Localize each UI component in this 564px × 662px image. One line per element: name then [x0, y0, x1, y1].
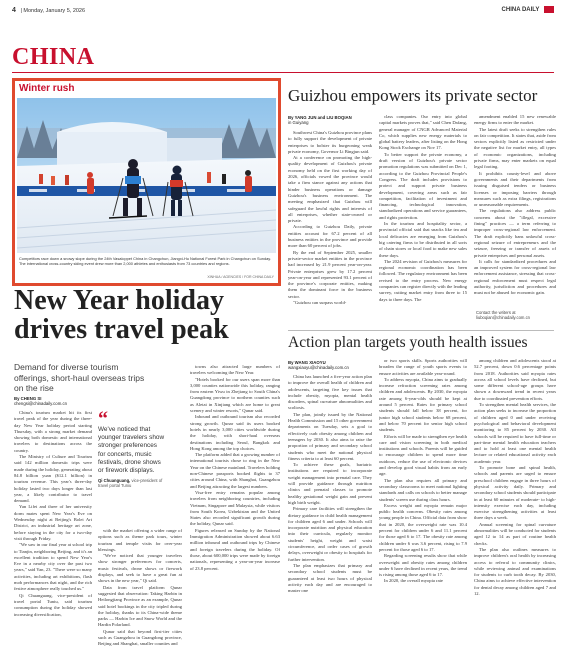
- pull-quote-attribution: [98, 478, 166, 488]
- section-rule: [12, 72, 554, 73]
- paragraph: Inbound and outbound tourism also recorded strong growth. Qunar said its users booked hotels in nearly 3,000 cities worldwide during the holiday, with short-haul overseas destinations including Seoul, Bangkok and Hong Kong among the top choices.: [190, 414, 280, 451]
- pull-quote-name: Qi Chuanguang,: [98, 478, 131, 484]
- paragraph: Primary care facilities will strengthen the dietary guidance in child health management for children aged 6 and under. Schools will incorporate nutrition and physical education into their curricula, regularly monitor students' height, weight and waist circumference, and order cases of growth delays, overweight or obesity to hospitals for further intervention.: [288, 506, 372, 562]
- pull-quote: [98, 408, 166, 489]
- paragraph: "Guizhou can surpass world-: [293, 300, 347, 306]
- brand-name: CHINA DAILY: [501, 7, 540, 14]
- guizhou-column-3: [474, 114, 556, 308]
- paragraph: Southwest China's Guizhou province plans to fully support the development of private enterprises to bolster its burgeoning weak private economy, Governor Li Bingjun said.: [288, 130, 372, 154]
- paragraph: To strengthen mental health services, the action plan seeks to increase the proportion of children aged 0 and under receiving psychological and behavioral development monitoring to 85 percent by 2030. All schools will be required to have full-time or part-time mental health education teachers and to hold at least one mental health lecture or related educational activity each academic year.: [474, 402, 556, 464]
- guizhou-dateline: in Guiyang: [288, 120, 309, 125]
- health-column-3: [474, 358, 556, 658]
- paragraph: It prohibits county-level and above governments and their departments from issuing disguised tenders or business licenses or imposing barriers through measures such as extra filings, registrations or unreasonable requirements.: [474, 170, 556, 208]
- paragraph: or two sports skills. Sports authorities will broaden the range of youth sports events to ensure activities are available year-round.: [379, 358, 467, 376]
- paragraph: At a conference on promoting the high-quality development of Guizhou's private economy held on the first working day of 2026, officials vowed the province would take a firm stance against any actions that hinder business operations or damage Guizhou's business environment. The meeting emphasized that Guizhou will safeguard the lawful rights and interests of all enterprises, whether state-owned or private.: [288, 155, 372, 224]
- paragraph: The regulations also address public concerns about the "illegal, excessive fining" practices — a term referring to improper cross-regional law enforcement. The draft explicitly bans unlawful cross-regional seizure of entrepreneurs and the seizure, freezing or transfer of assets of private enterprises and personal assets.: [474, 208, 556, 258]
- paragraph: amendment enabled 15 new renewable energy firms to enter the market.: [474, 114, 556, 126]
- paragraph: China has launched a five-year action plan to improve the overall health of children and adolescents, targeting five key issues that include obesity, myopia, mental health disorders, spinal curvature abnormalities and scoliosis.: [288, 374, 372, 411]
- guizhou-byline-names: By YANG JUN and LIU BOQIAN: [288, 115, 352, 120]
- travel-column-2: [98, 528, 182, 658]
- masthead: [12, 4, 554, 18]
- photo-credit: XINHUA / AGENCIES / FOR CHINA DAILY: [207, 275, 274, 279]
- guizhou-column-1: [288, 130, 372, 328]
- paragraph: It calls for standardized procedures and an improved system for cross-regional law enforcement assistance, stressing that cross-regional enforcement must respect legal authority, jurisdiction and procedures and must not be abused for economic gain.: [474, 258, 556, 296]
- paragraph: "We saw in our final year at school trip to Tianjin, neighboring Beijing, and it's an excellent tradition to spend New Year's Eve in a nearby city over the past two years," said Yan, 23. "There were so many activities, including art exhibitions, flash mob performances that night, and the rich festive atmosphere really touched us.": [14, 542, 92, 592]
- paragraph: "We've noticed that younger travelers show stronger preferences for concerts, music festivals, drone shows or firework displays, and seek to have a great fun at shows in the new year," Qi said.: [98, 553, 182, 584]
- paragraph: Regarding screening results show that while overweight and obesity rates among children under 6 have declined in recent years, the trend is rising among those aged 6 to 17.: [379, 553, 467, 578]
- photo-label: Winter rush: [19, 83, 75, 94]
- paragraph: Figures released on Sunday by the National Immigration Administration showed about 6.63 million inbound and outbound trips by Chinese and foreign travelers during the holiday. Of those, about 600,000 trips were made by foreign nationals, representing a year-on-year increase of 23.8 percent.: [190, 527, 280, 571]
- paragraph: Qi Chuanguang, vice-president of travel portal Tuniu, said tourism consumption during the holiday showed increasing diversification,: [14, 592, 92, 617]
- pull-quote-text: We've noticed that younger travelers show stronger preferences for concerts, music festivals, drone shows or firework displays.: [98, 426, 165, 475]
- travel-headline: New Year holiday drives travel peak: [14, 285, 229, 345]
- paragraph: The plan also outlines measures to improve children's oral health by increasing access to referral to community clinics, while reviewing animal and examinations for students to curb tooth decay. By 2030, China aims to achieve effective intervention for dental decay among children aged 7 and 12.: [474, 546, 556, 596]
- paragraph: with the market offering a wider range of options such as theme park tours, winter tourism and temple visits for over-year blessings.: [98, 528, 182, 552]
- skiing-photo: [17, 98, 276, 253]
- guizhou-headline: Guizhou empowers its private sector: [288, 86, 538, 105]
- pull-quote-role: vice-president of travel portal Tuniu: [98, 478, 163, 489]
- paragraph: The platform added that a growing number of international tourists chose to ring in the New Year on the Chinese mainland. Travelers holding non-Chinese passports booked flights to 37 cities around China, with Shanghai, Guangzhou and Beijing attracting the largest numbers.: [190, 452, 280, 489]
- health-headline: Action plan targets youth health issues: [288, 334, 528, 351]
- paragraph: By the end of September 2025, smaller private-sector market entities in the province had increased by 21.9 percent year-on-year. Private enterprises grew by 17.2 percent year-on-year and represented 93.1 percent of the province's corporate entities, making them the dominant force in the business sector.: [288, 249, 372, 299]
- section-title: CHINA: [12, 44, 95, 70]
- issue-date: | Monday, January 5, 2026: [20, 8, 86, 14]
- paragraph: towns also attracted large numbers of travelers welcoming the New Year.: [190, 364, 280, 376]
- paragraph: To address myopia, China aims to gradually increase refraction screening rates among children and adolescents. By 2030, the myopia rate among 6-year-olds should be kept at around 5 percent. Rates for primary school students should fall below 38 percent, for junior high school students below 68 percent, and below 70 percent for senior high school students.: [379, 376, 467, 433]
- paragraph: In 2020, the overall myopia rate: [384, 578, 443, 584]
- paragraph: To achieve these goals, bariatric institutions are required to incorporate weight management into prenatal care. They will provide guidance through nutrition clinics and prenatal classes to promote healthy gestational weight gain and prevent high birth weight.: [288, 462, 372, 505]
- story-divider: [288, 330, 554, 331]
- travel-subhead: Demand for diverse tourism offerings, short-haul overseas trips on the rise: [14, 362, 145, 393]
- paragraph: "Hotels booked for our users span more than 3,000 counties nationwide this holiday, ranging from eastern Yiwu in Zhejiang to South China's Guangdong province to northern counties such as Aletai in Xinjiang which are home to great scenery and winter resorts," Qunar said.: [190, 376, 280, 414]
- photo-caption: Competitors race down a snowy slope during the 24th Vasaloppet China in Changchun, Jiangxi-Hu National Forest Park in Changchun on Sunday. The international cross-country skiing event drew more than 2,000 athletes and enthusiasts from 73 countries and regions.: [19, 256, 272, 266]
- health-email: wangxiaoyu@chinadaily.com.cn: [288, 365, 349, 370]
- paragraph: The plan emphasizes that primary and secondary school students must be guaranteed at least two hours of physical activity each day and are encouraged to master one: [288, 562, 372, 594]
- guizhou-column-2: [379, 114, 467, 328]
- paragraph: China's tourism market hit its first travel peak of the year during the three-day New Year holiday period starting Thursday, with a strong market demand showing both domestic and international travelers to destinations across the country.: [14, 410, 92, 453]
- paragraph: To promote bone and spinal health, schools and parents are urged to ensure preschool children engage in three hours of physical activity daily. Primary and secondary school students should participate in at least 60 minutes of moderate- to high-intensity exercise each day, including exercise strengthening activities at least three days a week.: [474, 465, 556, 521]
- guizhou-contact: Contact the writers at liuboqian@chinadaily.com.cn: [476, 310, 530, 321]
- brand: [502, 6, 554, 13]
- paragraph: Yan Lifei and three of her university dorm mates spent New Year's Eve on Wednesday night at Beijing's Bolei Art District, an industrial heritage art zone, before staying in the city for a two-day visit through Friday.: [14, 504, 92, 541]
- travel-column-3: [190, 364, 280, 658]
- travel-email: chengsi@chinadaily.com.cn: [14, 401, 68, 406]
- paragraph: The latest draft seeks to strengthen rules on fair competition. It states that, aside from sectors explicitly listed as restricted under the negative list for market entry, all types of economic organizations, including private firms, may enter markets on equal legal footing.: [474, 126, 556, 170]
- brand-logo-icon: [544, 6, 554, 13]
- health-byline-name: By WANG XIAOYU: [288, 360, 326, 365]
- travel-byline: [14, 396, 67, 406]
- guizhou-byline: [288, 115, 352, 125]
- travel-byline-name: By CHENG SI: [14, 396, 42, 401]
- paragraph: According to Guizhou Daily, private entities account for 67.2 percent of all business entities in the province and provide more than 60 percent of jobs.: [288, 224, 372, 249]
- paragraph: class companies. Our entry into global capital markets proves that," said Chen Dafang, general manager of CNGR Advanced Material Co, which supplies new energy materials to global battery leaders, after listing on the Hong Kong Stock Exchange on Nov 17.: [379, 114, 467, 151]
- paragraph: Excess weight and myopia remain major public health concerns. Obesity rates among young people in China. Official data from show that in 2020, the overweight rate was 10.4 percent for children under 6 and 11.1 percent for those aged 6 to 17. The obesity rate among children under 6 was 3.6 percent, rising to 7.9 percent for those aged 6 to 17.: [379, 502, 467, 552]
- health-byline: [288, 360, 349, 370]
- paragraph: The plan, jointly issued by the National Health Commission and 15 other government departments on Tuesday, sets a goal to effectively curb obesity among children and teenagers by 2030. It also aims to raise the proportion of primary and secondary school students who meet the national physical fitness criteria to at least 60 percent.: [288, 411, 372, 461]
- paragraph: Qunar said that beyond first-tier cities such as Guangzhou in Guangdong province, Beijing and Shanghai, smaller counties and: [98, 628, 182, 647]
- paragraph: Efforts will be made to strengthen eye health care and vision screening in both medical institutions and schools. Parents will be guided to encourage children to spend more time outdoors, reduce the use of electronic devices and develop good visual habits from an early age.: [379, 433, 467, 477]
- page-number: 4: [12, 7, 16, 14]
- skiing-scene-illustration: [17, 98, 276, 253]
- paragraph: The plan also requires all primary and secondary classrooms to meet national lighting standards and calls on schools to better manage students' screen use during class hours.: [379, 477, 467, 502]
- paragraph: Data from travel platform Qunar suggested that observation: Taking Harbin in Heilongjiang Province as an example, Qunar said hotel bookings in the city tripled during the holiday, thanks to its China-wide theme parks — Harbin Ice and Snow World and the Hardin Polarland.: [98, 584, 182, 628]
- photo-feature: [12, 78, 281, 286]
- paragraph: Visa-free entry remains popular among travelers from neighboring countries, including Vietnam, Singapore and Malaysia, while visitors from South Korea, Uzbekistan and the United States also recorded significant growth during the holiday, Qunar said.: [190, 489, 280, 527]
- paragraph: among children and adolescents stood at 52.7 percent, down 0.6 percentage points from 2018. Authorities said myopia rates across all school levels have declined, but some different school-age groups have shown a downward trend in recent years due to coordinated prevention efforts.: [474, 358, 556, 401]
- page-date: [12, 7, 85, 14]
- paragraph: The Ministry of Culture and Tourism said 142 million domestic trips were made during the holiday, generating about 84.8 billion yuan ($12.1 billion) in tourism revenue. This year's three-day holiday lasted two days longer than last year, a likely contributor to travel demand.: [14, 454, 92, 504]
- paragraph: To better support the private economy, a draft version of Guizhou's private sector promotion regulations was submitted on Dec 1, according to the Guizhou Provincial People's Congress. The draft includes provisions to protect and support private business development, covering areas such as fair competition, facilitation of investment and financing, technological innovation, standardized operations and service guarantees, and rights protection.: [379, 151, 467, 220]
- health-column-2: [379, 358, 467, 658]
- travel-column-1: [14, 410, 92, 658]
- health-column-1: [288, 374, 372, 658]
- quote-mark-icon: “: [98, 408, 108, 430]
- paragraph: The 2024 revision of Guizhou's measures for regional economic coordination has been followed. The regulatory environment has been revised to the entry process. New energy companies can register directly with the leading survey, cutting market entry from three to 15 days to three days. The: [379, 258, 467, 302]
- paragraph: In the tourism and hospitality sector, a provincial official said that snacks like tea and local delicacies are emerging from Guizhou's big catering firms to be distributed in all sorts of chain stores or local food to make new sales these days.: [379, 221, 467, 258]
- paragraph: Annual screening for spinal curvature abnormalities will be conducted for students aged 12 to 14 as part of routine health checks.: [474, 521, 556, 546]
